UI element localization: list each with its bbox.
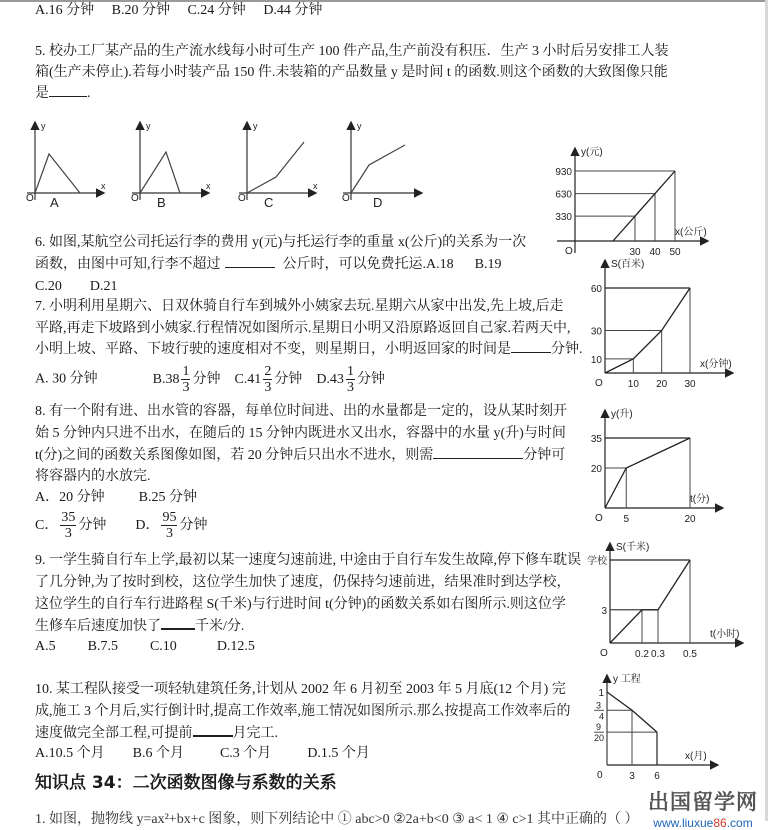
y-axis-label: y(升) (611, 407, 633, 420)
x-tick-label: 0.5 (683, 649, 697, 660)
x-axis-label: t(小时) (710, 627, 739, 640)
q10-answer-blank (193, 723, 233, 737)
chart-construction-progress (595, 670, 725, 778)
q7-option-c (234, 372, 302, 387)
x-tick-label: 10 (628, 379, 640, 390)
denominator: 3 (182, 380, 189, 395)
series-line (610, 560, 690, 643)
x-tick-label: 6 (654, 771, 660, 782)
q10-line1: 10. 某工程队接受一项轻轨建筑任务,计划从 2002 年 6 月初至 2003 年 5 月底(12 个月) 完 (35, 680, 566, 700)
q7-option-b-fraction (181, 364, 190, 395)
q10-option-d: D.1.5 个月 (307, 746, 370, 761)
q6-answer-blank (225, 255, 275, 268)
watermark-url (648, 816, 758, 830)
y-label: y (357, 121, 362, 131)
x-tick-label: 20 (656, 379, 668, 390)
q8-option-c-prefix: C． (35, 518, 58, 533)
origin-label: 0 (597, 770, 603, 781)
x-tick-label: 0.2 (635, 649, 649, 660)
q6-option-c: C.20 (35, 279, 62, 294)
x-tick-label: 3 (629, 771, 635, 782)
watermark (648, 786, 758, 830)
q5-graph-a-line (35, 154, 80, 193)
q7-line3 (35, 340, 583, 360)
q7-answer-blank (511, 340, 551, 353)
x-tick-label: 5 (623, 514, 629, 525)
q5-graph-a (26, 121, 106, 210)
q6-line2 (35, 255, 501, 275)
q9-line4 (35, 616, 244, 637)
y-tick-label-denominator: 20 (594, 733, 604, 743)
q10-option-c: C.3 个月 (220, 746, 271, 761)
origin-label: O (238, 193, 246, 204)
q7-option-d-fraction (346, 364, 355, 395)
q8-options-row2 (35, 509, 207, 543)
q8-line3 (35, 446, 565, 466)
q8-line3a: t(分)之间的函数关系图像如图，若 20 分钟后只出水不进水，则需 (35, 448, 433, 463)
q9-line3: 这位学生的自行车行进路程 S(千米)与行进时间 t(分钟)的函数关系如右图所示.则这位学 (35, 595, 566, 615)
y-tick-label: 学校 (587, 554, 608, 567)
q8-option-d-unit: 分钟 (179, 518, 207, 533)
numerator: 95 (161, 510, 177, 526)
q5-graphs (25, 115, 425, 215)
q8-option-d-fraction (161, 510, 177, 541)
q7-option-d-unit: 分钟 (357, 372, 385, 387)
q9-option-d: D.12.5 (217, 639, 255, 654)
url-number: 86 (713, 816, 726, 830)
numerator: 35 (60, 510, 76, 526)
denominator: 3 (264, 380, 271, 395)
x-tick-label: 50 (669, 247, 681, 258)
q5-graph-c-line (247, 142, 304, 193)
y-label: y (253, 121, 258, 131)
origin-label: O (342, 193, 350, 204)
q10-line3 (35, 723, 278, 744)
q6-line2b: 公斤时，可以免费托运. (283, 257, 427, 272)
q6-line3 (35, 277, 117, 297)
q6-line2a: 函数，由图中可知,行李不超过 (35, 257, 221, 272)
q10-line3a: 速度做完全部工程,可提前 (35, 726, 193, 741)
x-label: x (313, 181, 318, 191)
graph-d-label: D (373, 195, 382, 210)
y-tick-label: 10 (591, 355, 603, 366)
series-line (613, 171, 675, 241)
q8-option-b: B.25 分钟 (139, 490, 197, 505)
q4-option-a: A.16 分钟 (35, 1, 94, 21)
q7-option-d (316, 372, 385, 387)
q5-line1: 5. 校办工厂某产品的生产流水线每小时可生产 100 件产品,生产前没有积压．生产 3 小时后另安排工人装 (35, 42, 669, 62)
url-suffix: .com (727, 816, 753, 830)
y-axis-label: S(千米) (616, 540, 649, 553)
section-heading: 知识点 34：二次函数图像与系数的关系 (35, 768, 337, 793)
bottom-partial-text: 1. 如图，抛物线 y=ax²+bx+c 图象，则下列结论中 ① abc>0 ②2a+b<0 ③ a< (35, 812, 482, 827)
numerator: 1 (181, 364, 190, 380)
y-axis-label: S(百米) (611, 257, 644, 270)
y-tick-label: 20 (591, 464, 603, 475)
q9-option-b: B.7.5 (88, 639, 118, 654)
q10-line2: 成,施工 3 个月后,实行倒计时,提高工作效率,施工情况如图所示.那么按提高工作效率后的 (35, 702, 571, 722)
q4-options (35, 1, 322, 21)
denominator: 3 (65, 526, 72, 541)
q5-answer-blank (49, 84, 87, 97)
q7-line3a: 小明上坡、平路、下坡行驶的速度相对不变，则星期日，小明返回家的时间是 (35, 342, 511, 357)
q8-option-c-unit: 分钟 (78, 518, 106, 533)
x-tick-label: 0.3 (651, 649, 665, 660)
q8-line2: 始 5 分钟内只进不出水，在随后的 15 分钟内既进水又出水，容器中的水量 y(升)与时间 (35, 424, 566, 444)
q5-graph-c (238, 121, 318, 210)
q8-option-c-fraction (60, 510, 76, 541)
q7-option-d-whole: D.43 (316, 372, 344, 387)
x-label: x (101, 181, 106, 191)
x-tick-label: 20 (684, 514, 696, 525)
q8-line1: 8. 有一个附有进、出水管的容器，每单位时间进、出的水量都是一定的，设从某时刻开 (35, 402, 567, 422)
x-axis-label: t(分) (690, 492, 709, 505)
q5-line2: 箱(生产未停止).若每小时装产品 150 件.未装箱的产品数量 y 是时间 t 的函数.则这个函数的大致图像只能 (35, 63, 668, 83)
denominator: 3 (347, 380, 354, 395)
q9-options (35, 637, 255, 657)
q7-line2: 平路,再走下坡路到小姨家.行程情况如图所示.星期日小明又沿原路返回自己家.若两天中, (35, 319, 571, 339)
q5-line3 (35, 84, 91, 104)
q5-graph-d (342, 121, 421, 210)
x-tick-label: 40 (649, 247, 661, 258)
origin-label: O (565, 246, 573, 257)
numerator: 1 (346, 364, 355, 380)
q4-option-c: C.24 分钟 (187, 1, 245, 21)
chart-luggage-fee (555, 143, 715, 255)
q4-option-b: B.20 分钟 (112, 1, 170, 21)
y-tick-label: 3 (601, 606, 607, 617)
origin-label: O (131, 193, 139, 204)
y-axis-label: y(元) (581, 146, 603, 158)
y-tick-label: 930 (555, 167, 572, 178)
q5-graph-d-line (351, 145, 405, 193)
graph-a-label: A (50, 195, 59, 210)
q6-option-a: A.18 (426, 257, 454, 272)
q8-option-a: A．20 分钟 (35, 490, 105, 505)
chart-xiaoming-trip (590, 255, 740, 387)
q10-options (35, 744, 370, 764)
graph-c-label: C (264, 195, 273, 210)
q7-line3b: 分钟. (551, 342, 583, 357)
y-tick-label: 60 (591, 284, 603, 295)
q8-option-d (135, 518, 207, 533)
y-axis-label: y 工程 (613, 672, 641, 685)
q8-options-row1 (35, 488, 197, 508)
origin-label: O (600, 648, 608, 659)
origin-label: O (595, 378, 603, 389)
bottom-partial-fraction: 1 (486, 812, 493, 827)
url-prefix: www.liuxue (653, 816, 713, 830)
q7-option-c-fraction (263, 364, 272, 395)
q9-answer-blank (161, 616, 195, 630)
q5-line3-end: . (87, 86, 91, 101)
chart-bike-to-school (590, 538, 750, 660)
q7-option-a: A. 30 分钟 (35, 372, 98, 387)
x-axis-label: x(月) (685, 750, 707, 762)
bottom-partial-end: ④ c>1 其中正确的（ ） (496, 812, 638, 827)
q7-option-c-whole: C.41 (234, 372, 261, 387)
q5-graph-b (131, 121, 211, 210)
series-line (605, 438, 690, 508)
origin-label: O (595, 513, 603, 524)
q7-option-b-whole: B.38 (153, 372, 180, 387)
q10-option-b: B.6 个月 (133, 746, 184, 761)
y-tick-label-numerator: 9 (596, 722, 601, 732)
bottom-partial-line (35, 810, 639, 830)
x-tick-label: 30 (684, 379, 696, 390)
x-axis-label: x(公斤) (675, 225, 707, 238)
q9-option-a: A.5 (35, 639, 56, 654)
y-tick-label: 630 (555, 190, 572, 201)
y-tick-label: 35 (591, 434, 603, 445)
y-tick-label-denominator: 4 (599, 711, 604, 721)
y-tick-label: 330 (555, 212, 572, 223)
chart-water-container (590, 405, 730, 530)
q9-line4a: 生修车后速度加快了 (35, 619, 161, 634)
y-label: y (41, 121, 46, 131)
x-axis-label: x(分钟) (700, 357, 732, 370)
q7-line1: 7. 小明利用星期六、日双休骑自行车到城外小姨家去玩.星期六从家中出发,先上坡,后走 (35, 297, 564, 317)
y-tick-label: 1 (598, 688, 604, 699)
graph-b-label: B (157, 195, 166, 210)
q9-line1: 9. 一学生骑自行车上学,最初以某一速度匀速前进, 中途由于自行车发生故障,停下修车耽误 (35, 551, 581, 571)
q4-option-d: D.44 分钟 (263, 1, 322, 21)
q9-option-c: C.10 (150, 639, 177, 654)
q6-option-d: D.21 (90, 279, 118, 294)
y-tick-label: 30 (591, 327, 603, 338)
numerator: 2 (263, 364, 272, 380)
q9-line4b: 千米/分. (195, 619, 244, 634)
q8-option-d-prefix: D． (135, 518, 159, 533)
origin-label: O (26, 193, 34, 204)
q7-option-b-unit: 分钟 (192, 372, 220, 387)
q6-option-b: B.19 (475, 257, 502, 272)
q8-option-c (35, 518, 106, 533)
denominator: 3 (166, 526, 173, 541)
q6-line1: 6. 如图,某航空公司托运行李的费用 y(元)与托运行李的重量 x(公斤)的关系为一次 (35, 233, 526, 253)
x-tick-label: 30 (629, 247, 641, 258)
q5-line3-text: 是 (35, 86, 49, 101)
q5-graph-b-line (140, 152, 180, 193)
watermark-title: 出国留学网 (648, 786, 758, 816)
q10-option-a: A.10.5 个月 (35, 746, 105, 761)
q7-option-b (153, 372, 221, 387)
y-tick-label-numerator: 3 (596, 700, 601, 710)
q7-option-c-unit: 分钟 (274, 372, 302, 387)
q9-line2: 了几分钟,为了按时到校，这位学生加快了速度，仍保持匀速前进，结果准时到达学校， (35, 573, 571, 593)
q7-options (35, 364, 385, 395)
q8-answer-blank (433, 446, 523, 459)
q10-line3b: 月完工. (233, 726, 279, 741)
x-label: x (206, 181, 211, 191)
q8-line4: 将容器内的水放完. (35, 467, 151, 487)
y-label: y (146, 121, 151, 131)
q8-line3b: 分钟可 (523, 448, 565, 463)
